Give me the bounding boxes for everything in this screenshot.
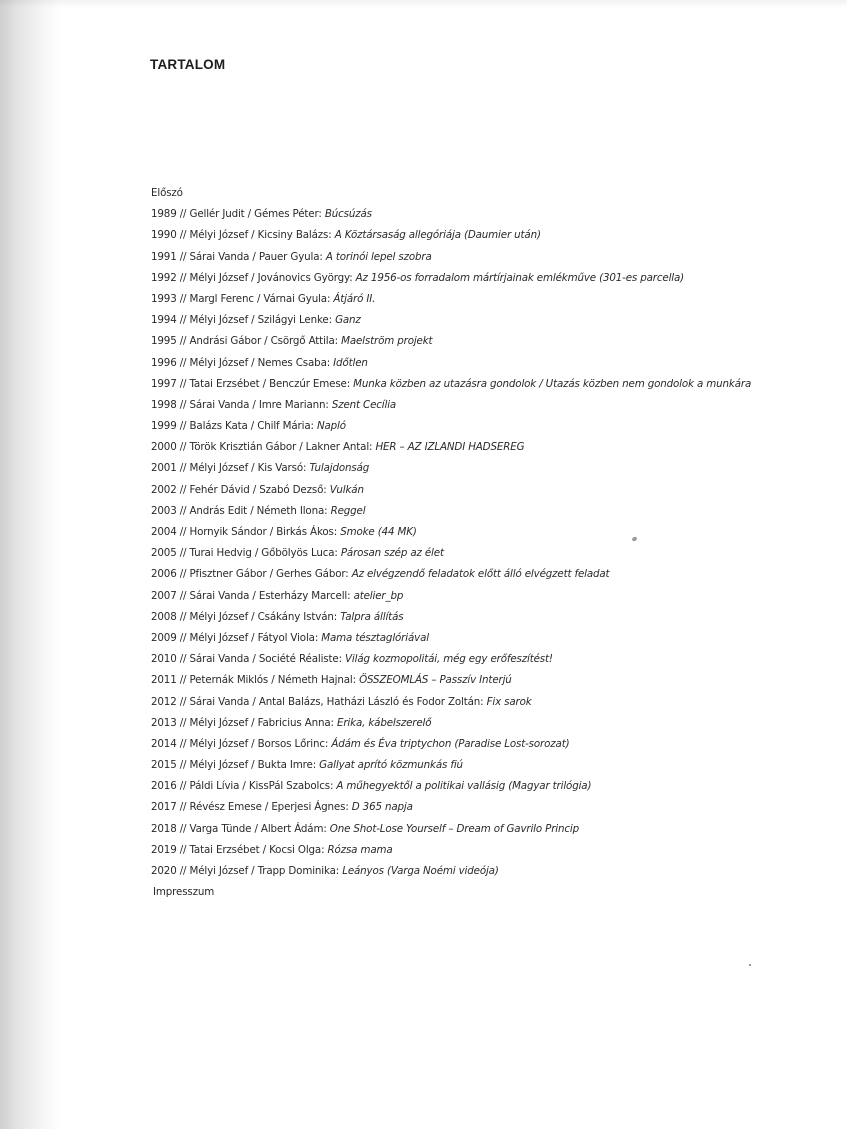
- toc-entry[interactable]: [151, 437, 811, 458]
- toc-entry[interactable]: [151, 395, 811, 416]
- toc-entry-work-title: Az 1956-os forradalom mártírjainak emlékműve (301-es parcella): [355, 271, 685, 284]
- toc-entry-authors: 1992 // Mélyi József / Jovánovics György:: [151, 271, 356, 284]
- toc-item-intro[interactable]: Előszó: [151, 187, 183, 199]
- toc-entry[interactable]: [151, 374, 811, 395]
- toc-entry-authors: 2019 // Tatai Erzsébet / Kocsi Olga:: [151, 843, 328, 856]
- toc-entry-work-title: Gallyat aprító közmunkás fiú: [319, 759, 463, 772]
- toc-entry-authors: 1999 // Balázs Kata / Chilf Mária:: [151, 420, 317, 433]
- toc-entry-authors: 2002 // Fehér Dávid / Szabó Dezső:: [151, 483, 330, 496]
- toc-entry[interactable]: [151, 692, 811, 713]
- toc-entry-work-title: Átjáró II.: [333, 292, 376, 305]
- toc-entry-work-title: Szent Cecília: [331, 398, 397, 411]
- toc-entry-authors: 1991 // Sárai Vanda / Pauer Gyula:: [151, 250, 326, 263]
- toc-entry-authors: 1993 // Margl Ferenc / Várnai Gyula:: [151, 292, 334, 305]
- toc-entry[interactable]: [151, 225, 811, 246]
- toc-entry-work-title: Az elvégzendő feladatok előtt álló elvégzett feladat: [351, 568, 610, 581]
- toc-entries: [151, 204, 811, 882]
- toc-entry-work-title: Napló: [316, 420, 346, 433]
- toc-entry[interactable]: [151, 564, 811, 585]
- toc-entry[interactable]: [151, 797, 811, 818]
- toc-entry[interactable]: [151, 586, 811, 607]
- toc-entry[interactable]: [151, 458, 811, 479]
- toc-entry[interactable]: [151, 268, 811, 289]
- page-top-shade: [0, 0, 847, 8]
- toc-entry-authors: 1994 // Mélyi József / Szilágyi Lenke:: [151, 314, 336, 327]
- toc-entry[interactable]: [151, 734, 811, 755]
- table-of-contents: [151, 183, 811, 903]
- toc-entry[interactable]: [151, 649, 811, 670]
- toc-entry-work-title: Világ kozmopolitái, még egy erőfeszítést!: [345, 653, 553, 666]
- toc-entry-authors: 2017 // Révész Emese / Eperjesi Ágnes:: [151, 801, 352, 814]
- toc-entry[interactable]: [151, 607, 811, 628]
- toc-entry[interactable]: [151, 310, 811, 331]
- paper-speck: [749, 964, 751, 966]
- toc-entry-authors: 2015 // Mélyi József / Bukta Imre:: [151, 759, 320, 772]
- toc-entry[interactable]: [151, 416, 811, 437]
- toc-entry[interactable]: [151, 247, 811, 268]
- toc-entry[interactable]: [151, 204, 811, 225]
- toc-entry-authors: 2011 // Peternák Miklós / Németh Hajnal:: [151, 674, 360, 687]
- toc-entry-authors: 1995 // Andrási Gábor / Csörgő Attila:: [151, 335, 342, 348]
- toc-entry-authors: 2003 // András Edit / Németh Ilona:: [151, 504, 331, 517]
- toc-entry-work-title: Erika, kábelszerelő: [336, 716, 432, 729]
- toc-entry[interactable]: [151, 289, 811, 310]
- toc-entry-work-title: Rózsa mama: [327, 843, 393, 856]
- toc-entry-work-title: A műhegyektől a politikai vallásig (Magyar trilógia): [336, 780, 592, 793]
- toc-entry-work-title: Smoke (44 MK): [340, 526, 417, 538]
- toc-entry-work-title: Időtlen: [333, 356, 368, 369]
- toc-entry[interactable]: [151, 670, 811, 691]
- toc-entry-work-title: Reggel: [330, 504, 366, 517]
- toc-entry[interactable]: [151, 713, 811, 734]
- toc-entry[interactable]: [151, 331, 811, 352]
- toc-entry-authors: 2014 // Mélyi József / Borsos Lőrinc:: [151, 737, 332, 750]
- toc-entry-work-title: Ádám és Éva triptychon (Paradise Lost-sorozat): [331, 737, 570, 750]
- toc-entry[interactable]: [151, 861, 811, 882]
- toc-entry-authors: 1997 // Tatai Erzsébet / Benczúr Emese:: [151, 377, 354, 390]
- toc-entry-work-title: Ganz: [335, 314, 361, 327]
- toc-entry-authors: 2013 // Mélyi József / Fabricius Anna:: [151, 716, 337, 729]
- toc-entry-work-title: Fix sarok: [486, 695, 532, 708]
- toc-entry-work-title: D 365 napja: [351, 801, 413, 814]
- toc-entry-work-title: ÖSSZEOMLÁS – Passzív Interjú: [359, 674, 512, 687]
- toc-entry-work-title: HER – AZ IZLANDI HADSEREG: [375, 441, 525, 454]
- toc-entry[interactable]: [151, 776, 811, 797]
- toc-entry-authors: 2009 // Mélyi József / Fátyol Viola:: [151, 631, 322, 644]
- toc-entry-work-title: Talpra állítás: [340, 610, 404, 623]
- toc-entry-authors: 2018 // Varga Tünde / Albert Ádám:: [151, 822, 330, 835]
- toc-entry[interactable]: [151, 755, 811, 776]
- toc-entry-work-title: Maelström projekt: [341, 335, 433, 348]
- toc-entry-work-title: Mama tésztaglóriával: [321, 631, 429, 644]
- page-title: TARTALOM: [150, 57, 226, 72]
- page-binding-shadow: [0, 0, 60, 1129]
- toc-entry-work-title: A Köztársaság allegóriája (Daumier után): [334, 229, 541, 242]
- toc-entry-authors: 1990 // Mélyi József / Kicsiny Balázs:: [151, 229, 335, 242]
- toc-entry[interactable]: [151, 480, 811, 501]
- toc-entry-work-title: Leányos (Varga Noémi videója): [342, 865, 499, 877]
- toc-entry[interactable]: [151, 840, 811, 861]
- toc-entry-authors: 2005 // Turai Hedvig / Gőbölyös Luca:: [151, 547, 341, 560]
- toc-entry-work-title: Munka közben az utazásra gondolok / Utazás közben nem gondolok a munkára: [353, 377, 752, 390]
- toc-entry-work-title: A torinói lepel szobra: [325, 250, 432, 263]
- toc-entry[interactable]: [151, 628, 811, 649]
- toc-entry-authors: 2008 // Mélyi József / Csákány István:: [151, 610, 341, 623]
- toc-entry[interactable]: [151, 522, 811, 543]
- toc-item-impressum[interactable]: Impresszum: [153, 886, 215, 899]
- toc-entry[interactable]: [151, 819, 811, 840]
- toc-entry-work-title: Búcsúzás: [324, 208, 372, 221]
- toc-entry-work-title: One Shot-Lose Yourself – Dream of Gavrilo Princip: [329, 822, 579, 835]
- toc-entry-work-title: Vulkán: [329, 483, 364, 496]
- toc-entry-authors: 1989 // Gellér Judit / Gémes Péter:: [151, 208, 325, 221]
- toc-entry-authors: 2006 // Pfisztner Gábor / Gerhes Gábor:: [151, 568, 352, 581]
- toc-entry-authors: 2010 // Sárai Vanda / Société Réaliste:: [151, 653, 346, 666]
- toc-entry-authors: 2004 // Hornyik Sándor / Birkás Ákos:: [151, 526, 341, 538]
- toc-entry-authors: 2012 // Sárai Vanda / Antal Balázs, Hatházi László és Fodor Zoltán:: [151, 695, 487, 708]
- toc-entry[interactable]: [151, 353, 811, 374]
- toc-entry-authors: 2016 // Páldi Lívia / KissPál Szabolcs:: [151, 780, 337, 793]
- toc-entry-work-title: Tulajdonság: [309, 462, 370, 475]
- toc-entry-authors: 2020 // Mélyi József / Trapp Dominika:: [151, 865, 343, 877]
- toc-entry-authors: 1996 // Mélyi József / Nemes Csaba:: [151, 356, 334, 369]
- toc-entry-work-title: atelier_bp: [353, 589, 404, 602]
- toc-entry-authors: 2000 // Török Krisztián Gábor / Lakner Antal:: [151, 441, 376, 454]
- toc-entry[interactable]: [151, 501, 811, 522]
- toc-entry-authors: 2007 // Sárai Vanda / Esterházy Marcell:: [151, 589, 354, 602]
- toc-entry-authors: 2001 // Mélyi József / Kis Varsó:: [151, 462, 310, 475]
- toc-entry[interactable]: [151, 543, 811, 564]
- toc-entry-authors: 1998 // Sárai Vanda / Imre Mariann:: [151, 398, 332, 411]
- toc-entry-work-title: Párosan szép az élet: [340, 547, 444, 560]
